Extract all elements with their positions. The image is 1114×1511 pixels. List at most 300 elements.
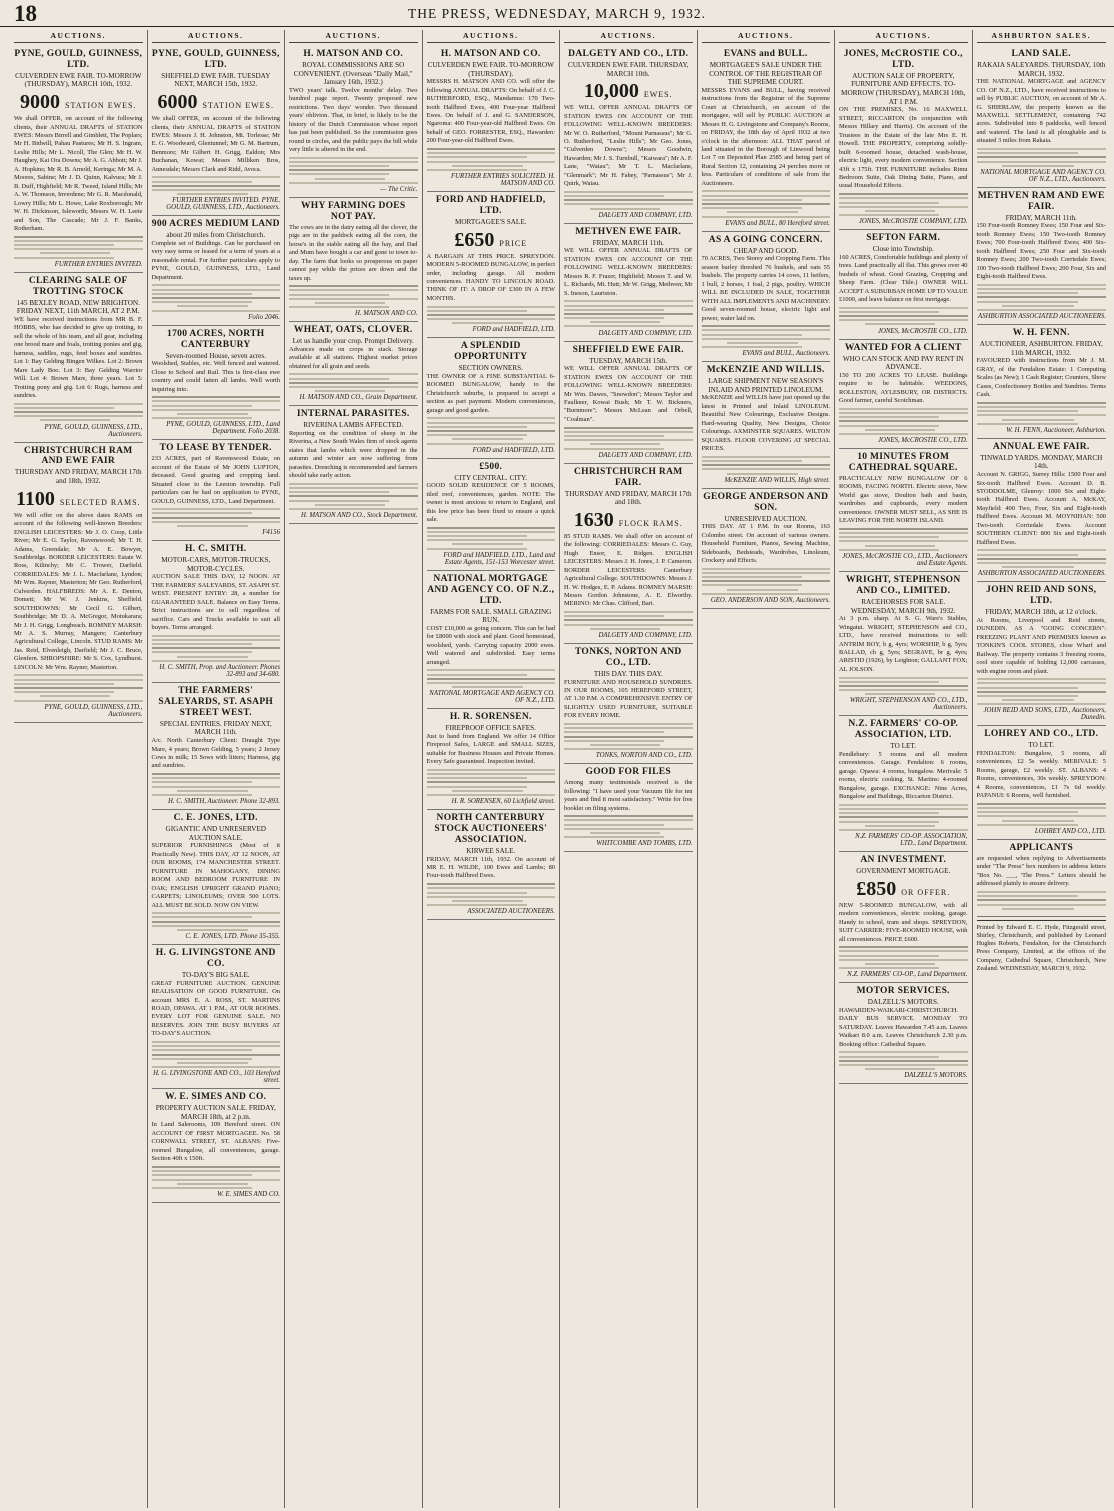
ad-subheading: FRIDAY, MARCH 18th, at 12 o'clock. [985, 608, 1097, 617]
ad-heading: N.Z. FARMERS' CO-OP. ASSOCIATION, LTD. [848, 719, 959, 741]
advertisement [152, 216, 281, 325]
ad-heading: CHRISTCHURCH RAM FAIR. [573, 466, 683, 488]
ad-heading: WANTED FOR A CLIENT [844, 342, 962, 353]
small-print-lines [977, 402, 1107, 425]
ad-body: NEW 5-ROOMED BUNGALOW, with all modern conveniences, electric cooking, garage. Handy to school, tram and shops. SPREYDON, SUIT CARRIER: FIVE-ROOMED HOUSE, with all conveniences. PRICE £600. [839, 901, 968, 943]
column [560, 30, 698, 1508]
ad-body: The cows are in the dairy eating all the clover, the pigs are in the paddock eating all the corn, the horse's in the stable eating all the hay, and Dad and Mum have bought a car and gone to town to-day. The farm that looks so prosperous on paper cannot pay while the prices are down and the taxes up. [289, 223, 418, 282]
ad-body: A BARGAIN AT THIS PRICE. SPREYDON. MODERN 5-ROOMED BUNGALOW, in perfect order, including garage. All modern conveniences. HANDY TO LINCOLN ROAD. THINK OF IT: A DROP OF £300 IN A FEW MONTHS. [426, 252, 555, 302]
ad-body: HAWARDEN-WAIKARI-CHRISTCHURCH. DAILY BUS SERVICE. MONDAY TO SATURDAY. Leaves Hawarden 7.45 a.m. Leaves Waikari 8.0 a.m. Leaves Christchurch 2.30 p.m. Booking office: Cathedral Square. [839, 1006, 968, 1048]
small-print-lines [14, 236, 143, 259]
advertisement [289, 406, 418, 524]
ad-body: At Rooms, Liverpool and Reid streets, DUNEDIN. AS A "GOING CONCERN": FREEZING PLANT AND PREMISES known as TONKIN'S COOL STORES, close Wharf and Railway. The property contains 3 freezing rooms, cool store capable of holding 12,000 carcasses, with engine room and plant. [976, 616, 1106, 675]
ad-signature: ASHBURTON ASSOCIATED AUCTIONEERS. [978, 313, 1106, 321]
advertisement [839, 852, 968, 983]
ad-body: In Land Salerooms, 109 Hereford street. ON ACCOUNT OF FIRST MORTGAGEE. No. 58 CORNWALL STREET, ST. ALBANS: Five-roomed Bungalow, all conveniences, garage. Section 40ft x 150ft. [151, 1121, 280, 1163]
ad-big-label: EWES. [643, 90, 673, 100]
ad-body: 233 ACRES, part of Ravenswood Estate, on account of the Estate of Mr JOHN LUPTON, deceased. Good grazing and cropping land. Situated close to the Leeston township. Full particulars can be had on application to PYNE, GOULD, GUINNESS, LTD., Land Department. [151, 455, 280, 505]
ad-body: AUCTION SALE THIS DAY, 12 NOON. AT THE FARMERS' SALEYARDS, ST. ASAPH ST. WEST. PRESENT ENTRY: 28, a number for GUARANTEED SALE. Balance on Easy Terms. Strict instructions are to sell regardless of sacrifice. Cars and Trucks available to suit all buyers. Terms arranged. [151, 573, 280, 632]
ad-heading: WRIGHT, STEPHENSON AND CO., LIMITED. [846, 575, 961, 596]
advertisement [702, 46, 831, 232]
ad-heading: SHEFFIELD EWE FAIR. [572, 344, 684, 355]
ad-big-number: 1630 [573, 508, 614, 531]
advertisement [564, 46, 693, 224]
ad-subheading: TO-DAY'S BIG SALE. [181, 970, 250, 979]
advertisement [977, 439, 1107, 582]
ad-heading: CHRISTCHURCH RAM AND EWE FAIR [23, 445, 133, 467]
small-print-lines [564, 300, 693, 327]
small-print-lines [564, 191, 693, 210]
ad-signature: EVANS and BULL, 80 Hereford street. [725, 219, 830, 227]
ad-body: Pendlebury: 5 rooms and all modern conveniences. Garage. Fendalton: 6 rooms, garage. Opawa: 4 rooms, bungalow. Merivale: 5 rooms, electric cooking. St. Martins: 4-roomed Bungalow, garage. EXCHANGE: Nine Acres, Bungalow and Buildings, Riccarton District. [839, 750, 968, 801]
ad-subheading: THURSDAY AND FRIDAY, MARCH 17th and 18th. [564, 489, 692, 507]
ad-big-number: 10,000 [583, 80, 639, 103]
column [148, 30, 286, 1508]
small-print-lines [839, 528, 968, 551]
ad-body: 150 TO 200 ACRES TO LEASE. Buildings require to be habitable. WEEDONS, ROLLESTON, AYLESBURY, OR DISTRICTS. Good farmer, careful Scotchman. [839, 371, 968, 405]
ad-signature: PYNE, GOULD, GUINNESS, LTD., Auctioneers. [44, 423, 143, 438]
small-print-lines [977, 803, 1107, 826]
ad-heading: 1700 ACRES, NORTH CANTERBURY [167, 328, 265, 350]
ad-subheading: 145 BEXLEY ROAD, NEW BRIGHTON. FRIDAY NEXT, 11th MARCH, AT 2 P.M. [16, 298, 140, 316]
printer-imprint: Printed by Edward E. C. Hyde, Fitzgerald street, Shirley, Christchurch, and published by Leonard Hughes Roberts, Fendalton, for the Christchurch Press Company, Limited, at the offices of the Company, Cathedral Square, Christchurch, New Zealand. WEDNESDAY, MARCH 9, 1932. [977, 920, 1107, 973]
ad-signature: McKENZIE AND WILLIS, High street. [724, 476, 830, 484]
small-print-lines [564, 815, 693, 838]
ad-body: 160 ACRES, Comfortable buildings and plenty of trees. Land practically all flat. This grows over 40 bushels of wheat. Good Grazing, Cropping and Sheep Farm. (Clear Title.) OWNER WILL ACCEPT A SUBURBAN HOME UP TO VALUE £1000, and leave balance on first mortgage. [839, 253, 968, 304]
ad-signature: JONES, McCROSTIE CO., LTD., Auctioneers and Estate Agents. [842, 553, 968, 568]
ad-subheading: THIS DAY. THIS DAY. [593, 669, 663, 678]
ad-body: We shall OFFER, on account of the following clients, their ANNUAL DRAFTS of STATION EWES: Messrs Birrell and Gimblett, The Poplars; Mr H. Bidwill, Pahau Pastures; Mr H. S. Ingram, Leslie Hills; Mr L. Nicoll, The Glen; Mr H. W. Haughey, Kai Ora Downs; Mr A. G. Abbott; Mr J. A. Hopkins; Mr R. B. Arnold, Keringa; Mr M. A. Moores, Sabine; Mr J. D. Quinn, Kalvura; Mr J. B. Duff, Highfield; Mr R. Tweed, Island Hills; Mr A. W. Thomson, Inverdene; Mr G. R. Macdonald, Lowry Hills; Mr L. Howe, Lake Roxborough; Mr W. H. Dickinson, Isleworth; Messrs W. H. Leete and Son, The Cascade; Mr J. F. Banks, Rotherham. [14, 115, 143, 233]
ad-heading: GOOD FOR FILES [585, 767, 671, 778]
ad-big-label: STATION EWES. [65, 101, 137, 111]
ad-signature: H. R. SORENSEN, 60 Lichfield street. [451, 798, 555, 806]
column-heading: ASHBURTON SALES. [977, 30, 1107, 43]
ad-subheading: AUCTIONEER, ASHBURTON. FRIDAY, 11th MARCH, 1932. [979, 340, 1103, 357]
small-print-lines [702, 568, 831, 595]
ad-heading: H. MATSON AND CO. [440, 49, 541, 59]
ad-heading: W. H. FENN. [1012, 328, 1070, 339]
column-heading: AUCTIONS. [152, 30, 281, 43]
ad-subheading: CULVERDEN EWE FAIR. THURSDAY, MARCH 10th. [567, 60, 689, 78]
ad-signature: H. G. LIVINGSTONE AND CO., 103 Hereford street. [153, 1070, 280, 1085]
small-print-lines [839, 408, 968, 435]
ad-subheading: GIGANTIC AND UNRESERVED AUCTION SALE. [165, 825, 266, 842]
ad-big-number: 6000 [157, 91, 198, 114]
small-print-lines [152, 176, 281, 195]
ad-subheading: TINWALD YARDS. MONDAY, MARCH 14th. [980, 453, 1103, 471]
advertisement [427, 709, 556, 810]
ad-body: MESSRS EVANS and BULL, having received instructions from the Registrar of the Supreme Court at Christchurch, on account of the mortgagee, will sell by PUBLIC AUCTION at Messrs H. G. Livingstone and Company's Rooms, on FRIDAY, the 18th day of April 1932 at two o'clock in the afternoon: ALL THAT parcel of land situated in the Borough of Linwood being Lot 7 on Deposited Plan 2585 and being part of Rural Section 12, containing 24 perches more or less. Particulars of conditions of sale from the Auctioneers. [701, 86, 830, 187]
advertisement [839, 46, 968, 230]
ad-signature: FORD and HADFIELD, LTD. [472, 326, 555, 334]
ad-signature: N.Z. FARMERS' CO-OP. ASSOCIATION, LTD., Land Department. [855, 833, 968, 848]
column-heading: AUCTIONS. [564, 30, 693, 43]
ad-signature: NATIONAL MORTGAGE AND AGENCY CO. OF N.Z., LTD. [429, 690, 555, 705]
ad-big-figure [14, 488, 143, 510]
ad-body: SUPERIOR FURNISHINGS (Most of it Practically New). THIS DAY, AT 12 NOON, AT OUR ROOMS, 174 MANCHESTER STREET. FURNITURE IN MAHOGANY, DINING ROOM AND BEDROOM FURNITURE IN OAK; ENGLISH UPRIGHT GRAND PIANO; CARPETS; LINOLEUMS; OVER 500 LOTS. ALL MUST BE SOLD. NOW ON VIEW. [151, 842, 280, 909]
ad-signature: JONES, McCROSTIE COMPANY, LTD. [858, 218, 968, 226]
ad-subheading: Let us handle your crop. Prompt Delivery. [292, 337, 414, 346]
small-print-lines [564, 611, 693, 630]
small-print-lines [427, 883, 556, 906]
column-heading: AUCTIONS. [702, 30, 831, 43]
advertisement [289, 198, 418, 322]
ad-heading: WHY FARMING DOES NOT PAY. [300, 200, 406, 222]
small-print-lines [977, 678, 1107, 705]
ad-heading: MOTOR SERVICES. [856, 986, 950, 997]
advertisement [564, 644, 693, 764]
small-print-lines [289, 483, 418, 510]
ad-subheading: Seven-roomed House, seven acres. [165, 351, 266, 360]
ad-big-figure [564, 509, 693, 531]
ad-subheading: CHEAP AND GOOD. [733, 246, 799, 255]
ad-heading: GEORGE ANDERSON AND SON. [703, 491, 829, 513]
ad-subheading: TO LET. [890, 742, 917, 751]
advertisement [839, 572, 968, 716]
ad-subheading: RAKAIA SALEYARDS. THURSDAY, 10th MARCH, 1932. [977, 60, 1106, 78]
ad-subheading: TUESDAY, MARCH 15th. [589, 356, 668, 365]
ad-heading: PYNE, GOULD, GUINNESS, LTD. [14, 49, 143, 70]
ad-subheading: UNRESERVED AUCTION. [724, 514, 807, 523]
ad-subheading: SECTION OWNERS. [458, 364, 523, 373]
ad-heading: DALGETY AND CO., LTD. [568, 49, 689, 59]
ad-signature: TONKS, NORTON AND CO., LTD. [595, 752, 693, 760]
advertisement [427, 338, 556, 458]
ad-body: FAVOURED with instructions from Mr J. M. GRAY, of the Fendalton Estate: 1 Computing Scales (as New); 1 Cash Register; Counters, Show Cases, Confectionery Bottles and Sundries. Terms Cash. [976, 357, 1106, 399]
ad-heading: £500. [479, 461, 503, 472]
small-print-lines [839, 804, 968, 831]
column-heading: AUCTIONS. [839, 30, 968, 43]
small-print-lines [977, 284, 1107, 311]
ad-signature: WRIGHT, STEPHENSON AND CO., LTD., Auctioneers. [849, 697, 968, 712]
small-print-lines [977, 148, 1107, 167]
ad-signature: EVANS and BULL, Auctioneers. [742, 350, 830, 358]
ad-signature: H. C. SMITH, Auctioneer. Phone 32-893. [167, 798, 280, 806]
advertisement [427, 192, 556, 338]
ad-body: PRACTICALLY NEW BUNGALOW OF 6 ROOMS, FACING NORTH. Electric stove, New World gas stove, Doulton bath and basin, wardrobes and cupboards, every modern convenience. OWNER MUST SELL, AS SHE IS LEAVING FOR THE NORTH ISLAND. [839, 475, 968, 525]
columns [10, 30, 1110, 1508]
advertisement [152, 810, 281, 945]
ad-signature: NATIONAL MORTGAGE AND AGENCY CO. OF N.Z., LTD., Auctioneers. [980, 168, 1106, 183]
ad-heading: A SPLENDID OPPORTUNITY [454, 341, 528, 363]
ad-body: WE WILL OFFER ANNUAL DRAFTS OF STATION EWES ON ACCOUNT OF THE FOLLOWING WELL-KNOWN BREEDERS: Mr Wm. Dawes, "Snowdon"; Messrs Taylor and Faulkner, Kowai Bush; Mr T. W. Bickners, "Burnmore"; Messrs McLean and Orbell, "Coalman". [564, 365, 693, 423]
column [698, 30, 836, 1508]
small-print-lines [839, 677, 968, 696]
small-print-lines [564, 427, 693, 450]
advertisement [152, 326, 281, 441]
small-print-lines [702, 456, 831, 475]
ad-heading: NORTH CANTERBURY STOCK AUCTIONEERS' ASSOCIATION. [434, 813, 548, 846]
ad-subheading: MORTGAGEE'S SALE UNDER THE CONTROL OF THE REGISTRAR OF THE SUPREME COURT. [709, 60, 823, 87]
ad-heading: APPLICANTS [1009, 843, 1074, 854]
ad-signature: — The Critic. [380, 185, 418, 193]
ad-subheading: FARMS FOR SALE. SMALL GRAZING RUN. [430, 607, 552, 625]
small-print-lines [427, 527, 556, 550]
ad-body: Reporting on the condition of sheep in the Riverina, a New South Wales firm of stock agents states that lambs which were dropped in the autumn and winter are now suffering from parasites. Drenching is recommended and farmers should take early action. [289, 429, 418, 480]
advertisement [564, 224, 693, 342]
ad-subheading: DALZELL'S MOTORS. [867, 998, 939, 1007]
ad-signature: LOHREY AND CO., LTD. [1034, 828, 1106, 836]
page-number: 18 [14, 1, 37, 26]
ad-big-figure [427, 229, 556, 251]
ad-body: We shall OFFER, on account of the following clients, their ANNUAL DRAFTS of STATION EWES: Messrs J. H. Johnston, Mt. Torlesse; Mr E. G. Woodward, Glentunnel; Mr G. M. Bartrum, Benmore; Mr Gilbert H. Grigg, Ealdon; Mrs Buchanan, Kowai; Messrs Milliken Bros, Annesdale; Messrs Clark and Ridd, Avoca. [151, 115, 280, 173]
ad-heading: JONES, McCROSTIE CO., LTD. [843, 49, 963, 70]
small-print-lines [839, 946, 968, 969]
ad-signature: DALGETY AND COMPANY, LTD. [598, 211, 693, 219]
advertisement [152, 440, 281, 541]
ad-heading: TO LEASE BY TENDER. [159, 443, 272, 454]
small-print-lines [289, 373, 418, 392]
ad-signature: WHITCOMBE AND TOMBS, LTD. [596, 840, 693, 848]
advertisement [702, 489, 831, 609]
advertisement [977, 325, 1107, 439]
column [835, 30, 973, 1508]
ad-big-label: SELECTED RAMS. [59, 497, 141, 507]
ad-body: COST £10,000 as going concern. This can be had for £8000 with stock and plant. Good homestead, woolshed, yards. Carrying capacity 2000 ewes. Well watered and subdivided. Easy terms arranged. [426, 624, 555, 666]
advertisement [839, 230, 968, 339]
ad-signature: JONES, McCROSTIE CO., LTD. [877, 437, 968, 445]
ad-subheading: about 20 miles from Christchurch. [166, 231, 266, 240]
ad-subheading: FIREPROOF OFFICE SAFES. [445, 724, 536, 733]
ad-subheading: CULVERDEN EWE FAIR. TO-MORROW (THURSDAY). [427, 60, 554, 78]
ad-heading: W. E. SIMES AND CO. [165, 1092, 267, 1103]
ad-heading: NATIONAL MORTGAGE AND AGENCY CO. OF N.Z., LTD. [427, 573, 555, 606]
ad-heading: ANNUAL EWE FAIR. [992, 441, 1090, 452]
small-print-lines [702, 325, 831, 348]
advertisement [977, 582, 1107, 726]
ad-heading: 10 MINUTES FROM CATHEDRAL SQUARE. [848, 452, 958, 474]
ad-signature: W. H. FENN, Auctioneer, Ashburton. [1006, 426, 1106, 434]
ad-heading: H. G. LIVINGSTONE AND CO. [155, 948, 276, 970]
ad-body: Account N. GRIGG, Surrey Hills: 1500 Four and Six-tooth Halfbred Ewes. Account D. B. STODDOLME, Glenroy: 1000 Six and Eight-tooth Halfbred Ewes. Account A. McKAY, Mayfield: 400 Two, Four, Six and Eight-tooth Halfbred Ewes. Account M. MOYNIHAN: 500 Two-tooth Corriedale Ewes. Account SOUTHERN CLIENT: 800 Six and Eight-tooth Halfbred Ewes. [976, 471, 1106, 546]
masthead [0, 0, 1114, 27]
small-print-lines [152, 1166, 281, 1189]
ad-signature: FURTHER ENTRIES SOLICITED. H. MATSON AND CO. [450, 173, 555, 188]
ad-signature: W. E. SIMES AND CO. [217, 1191, 280, 1199]
ad-body: 85 STUD RAMS. We shall offer on account of the following: CORRIEDALES: Messrs C. Guy, Hugh Ensor, E. Ridgen. ENGLISH LEICESTERS: Messrs J. H. Jones, J. P. Cameron. BORDER LEICESTERS: Canterbury Agricultural College. SOUTHDOWNS: Messrs J. H. W. Hodges, E. P. Adams. ROMNEY MARSH: Messrs Gordon Johnstone, A. E. Elworthy. MERINO: Mr Chas. Clifford, Bari. [564, 532, 693, 608]
ad-big-label: STATION EWES. [202, 101, 274, 111]
small-print-lines [152, 1041, 281, 1068]
ad-body: We will offer on the above dates RAMS on account of the following well-known Breeders: ENGLISH LEICESTERS: Mr J. O. Coop, Little River; Mr E. G. Taylor, Ravenswood; Mr T. H. Adams, Greendale; Mr A. E. Bowyer, Southbridge. BORDER LEICESTERS: Estate W. Ross, Kilinchy; Mr C. Trower, Darfield. CORRIEDALES: Mr J. L. Macfarlane, Lyndon; Mr Wm. Rayner, Masterton; Mr Geo. Rutherford, Culverden. HALFBREDS: Mr A. E. Denton, Domett; Mr W. J. Jenkins, Sheffield. SOUTHDOWNS: Mr Cecil G. Gilbert, Southbridge; Mr D. A. McGregor, Motukarara; Mr J. H. Grigg, Longbeach. ROMNEY MARSH: Mr A. S. Murray, Mangere; Canterbury Agricultural College, Lincoln. STUD RAMS: Mr Jas. Reid, Elvenleigh, Darfield; Mr J. C. Bruce, Glenfern. SHROPSHIRE: Mr S. Cox, Lyndhurst. LINCOLN: Mr Wm. Rayner, Masterton. [14, 511, 143, 671]
ad-heading: THE FARMERS' SALEYARDS, ST. ASAPH STREET WEST. [158, 686, 274, 718]
ad-subheading: THURSDAY AND FRIDAY, MARCH 17th and 18th, 1932. [14, 468, 142, 486]
advertisement [977, 840, 1107, 917]
ad-signature: FURTHER ENTRIES INVITED. [54, 260, 143, 268]
advertisement [427, 459, 556, 571]
ad-big-number: £650 [454, 228, 495, 251]
advertisement [427, 46, 556, 192]
ad-signature: Folio 2046. [248, 313, 280, 321]
advertisement [152, 945, 281, 1089]
ad-heading: CLEARING SALE OF TROTTING STOCK [28, 275, 128, 297]
ad-heading: PYNE, GOULD, GUINNESS, LTD. [151, 49, 280, 70]
ad-body: WE have received instructions from MR B. F. HOBBS, who has decided to give up trotting, to sell the whole of his team, and all gear, including one brood mare and foals, trotting ponies and gig, harness, saddles, rugs, feed boxes and sundries. Lot 1: Bay Gelding Bingen Wilkes. Lot 2: Brown Mare Lady Boo. Lot 3: Bay Gelding Warrior Will. Lot 4: Brown Mare, three years. Lot 5: Trotting pony and gig. Lot 6: Rugs, harness and sundries. [14, 315, 143, 399]
column-heading: AUCTIONS. [427, 30, 556, 43]
ad-signature: PYNE, GOULD, GUINNESS, LTD., Land Department. Folio 2038. [166, 421, 280, 436]
advertisement [977, 726, 1107, 840]
ad-subheading: SHEFFIELD EWE FAIR. TUESDAY NEXT, MARCH 15th, 1932. [161, 71, 271, 89]
column-heading: AUCTIONS. [289, 30, 418, 43]
column-heading: AUCTIONS. [14, 30, 143, 43]
ad-subheading: LARGE SHIPMENT NEW SEASON'S INLAID AND PRINTED LINOLEUM. [708, 377, 824, 394]
small-print-lines [427, 148, 556, 171]
ad-heading: WHEAT, OATS, CLOVER. [293, 325, 413, 336]
newspaper-title: THE PRESS, WEDNESDAY, MARCH 9, 1932. [408, 6, 706, 21]
ad-body: WE WILL OFFER ANNUAL DRAFTS OF STATION EWES ON ACCOUNT OF THE FOLLOWING WELL-KNOWN BREEDERS: Messrs R. F. Frazer, Highfield; Messrs T. and W. L. Richards, Mt. Hutt; Mr W. Grigg, Methven; Mr S. Ineson, Lauriston. [564, 247, 693, 297]
ad-heading: H. MATSON AND CO. [303, 49, 404, 59]
ad-signature: GEO. ANDERSON AND SON, Auctioneers. [710, 597, 830, 605]
ad-body: Advances made on crops in stack. Storage available at all stations. Highest market prices obtained for all grain and seeds. [289, 345, 418, 370]
advertisement [152, 46, 281, 216]
ad-subheading: WHO CAN STOCK AND PAY RENT IN ADVANCE. [842, 354, 964, 372]
ad-big-number: 1100 [15, 487, 55, 510]
ad-big-label: OR OFFER. [901, 887, 951, 897]
advertisement [564, 342, 693, 464]
small-print-lines [702, 190, 831, 217]
column [10, 30, 148, 1508]
ad-big-figure [564, 80, 693, 102]
ad-signature: H. MATSON AND CO., Grain Department. [299, 394, 418, 402]
ad-body: MESSRS H. MATSON AND CO. will offer the following ANNUAL DRAFTS: On behalf of J. C. RUTHERFORD, ESQ., Mandamus: 170 Two-tooth Halfbred Ewes, 400 Four-year Halfbred Ewes. On behalf of J. and G. SANDERSON, Ngaroma: 400 Four-year-old Halfbred Ewes. On behalf of GEO. FORRESTER, ESQ., Hawarden: 200 Four-year-old Halfbred Ewes. [426, 78, 555, 145]
small-print-lines [152, 912, 281, 931]
ad-signature: JONES, McCROSTIE CO., LTD. [877, 327, 968, 335]
small-print-lines [14, 403, 143, 422]
ad-body: At 3 p.m. sharp. At S. G. Ware's Stables, Wingatui. WRIGHT, STEPHENSON and CO., LTD., have received instructions to sell: ANTRIM BOY, b g, 4yrs; WORSHIP, b g, 5yrs; BALLAD, ch g, 5yrs; SEGRAVE, br g, 4yrs; ARISTID (1926), by Leighton; GALLANT FOX; AL JOLSON. [839, 615, 968, 673]
ad-signature: PYNE, GOULD, GUINNESS, LTD., Auctioneers. [44, 703, 143, 718]
advertisement [839, 716, 968, 852]
ad-body: ON THE PREMISES, No. 16 MAXWELL STREET, RICCARTON (In conjunction with Messrs Hillary and Harris). On account of the Trustees in the Estate of the late Mrs E. H. Howell. THE PROPERTY, comprising solidly-built 6-roomed house, detached wash-house, electric light, every modern convenience. Section 43ft x 175ft. THE FURNITURE includes Rimu Bedroom Suite, Oak Dining Suite, Piano, and usual Household Effects. [839, 106, 968, 190]
ad-signature: ASHBURTON ASSOCIATED AUCTIONEERS. [978, 570, 1106, 578]
ad-heading: H. C. SMITH. [185, 544, 247, 555]
small-print-lines [427, 769, 556, 796]
ad-big-label: PRICE [499, 238, 528, 248]
ad-signature: FURTHER ENTRIES INVITED. PYNE, GOULD, GUINNESS, LTD., Auctioneers. [166, 197, 280, 212]
advertisement [839, 449, 968, 572]
advertisement [564, 764, 693, 852]
ad-subheading: CULVERDEN EWE FAIR. TO-MORROW (THURSDAY), MARCH 10th, 1932. [15, 71, 142, 89]
ad-body: TWO years' talk. Twelve months' delay. Two hundred page report. Twenty proposed new restrictions. Two days' wonder. Two thousand years' oblivion. That, in brief, is likely to be the history of the Dutch Commission whose report has just been published. So the commission goes round in circles, and the public pays the bill while very little is altered in the end. [289, 86, 418, 154]
ad-body: FENDALTON: Bungalow, 5 rooms, all conveniences, £2 5s weekly. MERIVALE: 5 Rooms, garage, £2 weekly. ST. ALBANS: 4 Rooms, conveniences, 30s weekly. SPREYDON: 4 Rooms, conveniences, £1 7s 6d weekly. PAPANUI: 6 Rooms, well furnished. [976, 750, 1106, 800]
ad-body: Complete set of Buildings. Can be purchased on very easy terms or leased for a term of years at a reasonable rental. For further particulars apply to PYNE, GOULD, GUINNESS, LTD., Land Department. [151, 239, 280, 281]
advertisement [152, 683, 281, 810]
advertisement [14, 273, 143, 443]
ad-subheading: FRIDAY, MARCH 11th. [1005, 213, 1077, 222]
ad-heading: SEFTON FARM. [866, 233, 941, 244]
small-print-lines [427, 417, 556, 444]
small-print-lines [427, 669, 556, 688]
advertisement [427, 571, 556, 709]
ad-body: A/c. North Canterbury Client: Draught Type Mare, 4 years; Brown Gelding, 5 years; 2 Jersey Cows in milk; 15 Sows with litters; Harness, gig and sundries. [151, 737, 280, 770]
small-print-lines [564, 723, 693, 750]
ad-subheading: GOVERNMENT MORTGAGE. [856, 867, 951, 876]
ad-subheading: KIRWEE SALE. [466, 846, 516, 855]
ad-signature: DALGETY AND COMPANY, LTD. [598, 451, 693, 459]
small-print-lines [14, 674, 143, 701]
advertisement [977, 46, 1107, 188]
ad-signature: DALGETY AND COMPANY, LTD. [598, 632, 693, 640]
advertisement [14, 443, 143, 723]
ad-subheading: CITY CENTRAL. CITY. [454, 473, 528, 482]
ad-body: THIS DAY. AT 1 P.M. In our Rooms, 163 Colombo street. On account of various owners. Household Furniture, Pianos, Sewing Machine, Sideboards, Bedsteads, Wardrobes, Linoleum, Crockery and Effects. [701, 523, 830, 565]
small-print-lines [152, 284, 281, 311]
ad-subheading: PROPERTY AUCTION SALE. FRIDAY, MARCH 18th, at 2 p.m. [155, 1104, 276, 1121]
advertisement [152, 1089, 281, 1203]
ad-subheading: TO LET. [1028, 741, 1055, 750]
small-print-lines [839, 307, 968, 326]
ad-heading: LAND SALE. [1011, 49, 1071, 59]
ad-signature: JOHN REID AND SONS, LTD., Auctioneers, Dunedin. [983, 707, 1106, 722]
ad-big-figure [839, 878, 968, 900]
ad-body: McKENZIE and WILLIS have just opened up the latest in Printed and Inlaid LINOLEUM. Beautiful New Colourings, Exclusive Designs. Hard-wearing Quality, New Designs, Choice Colourings. AXMINSTER SQUARES. WILTON SQUARES. FLOOR COVERING AT SPECIAL PRICES. [701, 394, 830, 453]
small-print-lines [427, 306, 556, 325]
ad-big-label: FLOCK RAMS. [618, 518, 683, 528]
advertisement [427, 810, 556, 920]
ad-heading: AN INVESTMENT. [860, 855, 947, 866]
ad-heading: 900 ACRES MEDIUM LAND [151, 219, 280, 230]
column [285, 30, 423, 1508]
ad-body: are requested when replying to Advertisements under "The Press" box numbers to address letters "Box No. ___, 'The Press.'" Letters should be addressed plainly to ensure delivery. [976, 854, 1106, 888]
ad-heading: C. E. JONES, LTD. [173, 813, 258, 824]
ad-subheading: MOTOR-CARS, MOTOR-TRUCKS, MOTOR-CYCLES. [161, 556, 271, 573]
small-print-lines [977, 549, 1107, 568]
ad-body: GOOD SOLID RESIDENCE OF 5 ROOMS, tiled roof, conveniences, garden. NOTE: The owner is most anxious to return to England, and this low price has been fixed to ensure a quick sale. [426, 482, 555, 524]
ad-subheading: AUCTION SALE OF PROPERTY, FURNITURE AND EFFECTS. TO-MORROW (THURSDAY), MARCH 10th, AT 1 P.M. [841, 71, 966, 106]
ad-heading: EVANS and BULL. [723, 49, 808, 59]
ad-subheading: Close into Township. [872, 245, 934, 254]
ad-subheading: ROYAL COMMISSIONS ARE SO CONVENIENT. (Overseas "Daily Mail," January 16th, 1932.) [293, 60, 413, 87]
ad-signature: H. MATSON AND CO., Stock Department. [301, 512, 418, 520]
ad-signature: C. E. JONES, LTD. Phone 35-355. [185, 933, 280, 941]
ad-heading: METHVEN RAM AND EWE FAIR. [977, 190, 1105, 212]
small-print-lines [152, 635, 281, 662]
ad-subheading: MORTGAGEE'S SALE. [454, 217, 527, 226]
ad-heading: AS A GOING CONCERN. [708, 234, 823, 245]
ad-signature: N.Z. FARMERS' CO-OP., Land Department. [847, 971, 968, 979]
small-print-lines [839, 193, 968, 216]
advertisement [289, 322, 418, 406]
ad-body: GREAT FURNITURE AUCTION. GENUINE REALISATION OF GOOD FURNITURE. On account MRS E. A. ROSS, ST. MARTINS ROAD, OPAWA. AT 1 P.M., AT OUR ROOMS. EVERY LOT FOR GENUINE SALE. NO RESERVES. JOIN THE BUSY BUYERS AT TO-DAY'S AUCTION. [151, 979, 280, 1038]
ad-body: 70 ACRES, Two Storey and Cropping Farm. This season barley threshed 76 bushels, and oats 55 bushels. The property carries 14 cows, 11 heifers, 1 bull, 2 horses, 1 foal, 2 pigs, poultry. WHICH WILL BE INCLUDED IN SALE, TOGETHER WITH ALL IMPLEMENTS AND MACHINERY. Good seven-roomed house, electric light and power, water laid on. [701, 255, 830, 322]
advertisement [977, 188, 1107, 325]
small-print-lines [152, 773, 281, 796]
column [973, 30, 1111, 1508]
ad-body: Woolshed, Stables, etc. Well fenced and watered. Close to School and Rail. This is first-class ewe country and could fatten all lambs. Well worth inquiring into. [151, 360, 280, 393]
ad-signature: DALGETY AND COMPANY, LTD. [598, 329, 693, 337]
small-print-lines [152, 508, 281, 527]
advertisement [702, 362, 831, 489]
ad-signature: F4156 [262, 529, 280, 537]
ad-big-figure [14, 91, 143, 113]
ad-heading: METHVEN EWE FAIR. [575, 226, 682, 237]
ad-body: THE NATIONAL MORTGAGE and AGENCY CO. OF N.Z., LTD., have received instructions to sell by PUBLIC AUCTION, on account of Mr A. G. SHIERLAW, the property known as the MAXWELL SETTLEMENT, containing 742 acres. Subdivided into 8 paddocks, well fenced and watered. The land is all ploughable and is situated 3 miles from Rakaia. [976, 78, 1106, 145]
small-print-lines [289, 157, 418, 184]
ad-big-number: 9000 [20, 91, 61, 114]
ad-body: FURNITURE AND HOUSEHOLD SUNDRIES. IN OUR ROOMS, 105 HEREFORD STREET, AT 1.30 P.M. A COMPREHENSIVE ENTRY OF SLIGHTLY USED FURNITURE, SUITABLE FOR EVERY HOME. [564, 678, 693, 720]
small-print-lines [839, 1051, 968, 1070]
ad-signature: FORD and HADFIELD, LTD., Land and Estate Agents, 151-153 Worcester street. [443, 551, 555, 566]
ad-signature: H. MATSON AND CO. [355, 310, 418, 318]
ad-body: WE WILL OFFER ANNUAL DRAFTS OF STATION EWES ON ACCOUNT OF THE FOLLOWING WELL-KNOWN BREEDERS: Mr W. O. Rutherford, "Mount Parnassus"; Mr G. O. Rutherford, "Leslie Hills"; Mr Geo. Jones, "Culverden Downs"; Messrs Goodwin, Hawarden; Mr J. S. Turnbull, "Kaiwara"; Mr A. F. Lane, "Waiau"; Mr T. L. Macfarlane, "Glenmark"; Mr H. Fahey, "Parnassus"; Mr J. Quirk, Waiau. [564, 104, 693, 188]
advertisement [564, 464, 693, 644]
small-print-lines [289, 285, 418, 308]
ad-subheading: RIVERINA LAMBS AFFECTED. [303, 421, 404, 430]
ad-heading: LOHREY AND CO., LTD. [984, 729, 1099, 740]
ad-subheading: RACEHORSES FOR SALE. WEDNESDAY, MARCH 9th, 1932. [850, 597, 956, 615]
ad-big-number: £850 [856, 877, 897, 900]
ad-body: FRIDAY, MARCH 11th, 1932. On account of MR E. H. WILDE, 100 Ewes and Lambs; 80 Four-tooth Halfbred Ewes. [426, 855, 555, 880]
ad-heading: FORD AND HADFIELD, LTD. [435, 195, 546, 217]
advertisement [702, 232, 831, 363]
